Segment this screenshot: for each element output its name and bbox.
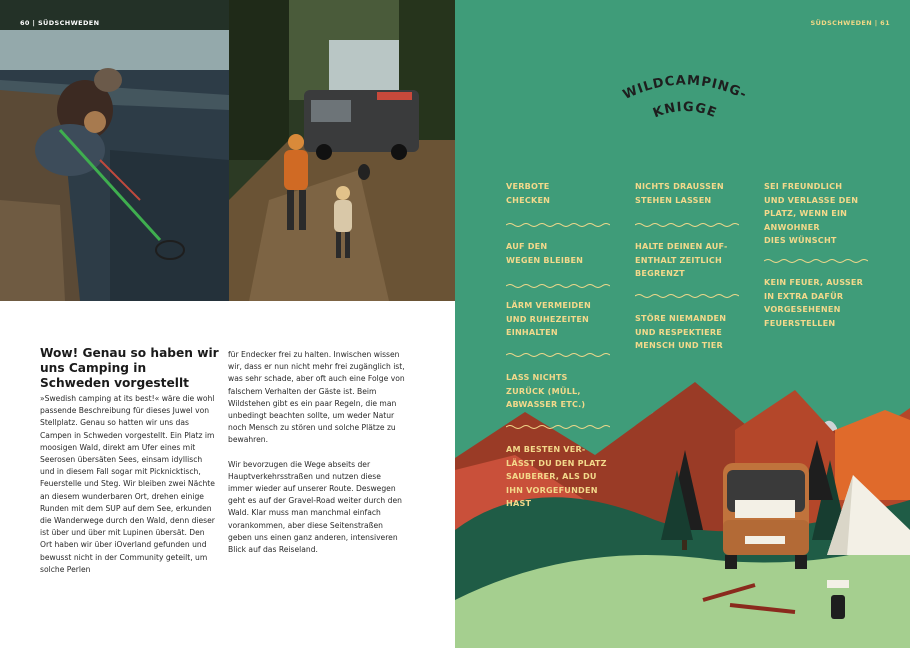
photo-forest-van xyxy=(229,0,455,301)
wave-divider xyxy=(635,222,739,228)
rule-item: AM BESTEN VER- LÄSST DU DEN PLATZ SAUBERER, ALS DU IHN VORGEFUNDEN HAST xyxy=(506,444,607,508)
wave-divider xyxy=(506,222,610,228)
rule-item: AUF DEN WEGEN BLEIBEN xyxy=(506,241,584,265)
paragraph: Wir bevorzugen die Wege abseits der Hauptverkehrsstraßen und nutzen diese immer wieder auf unserer Route. Deswegen geht es auf der Gravel-Road weiter durch den Wald. Klar muss man manchmal einfach vorankommen, aber diese Seitenstraßen geben uns einen ganz anderen, intensiveren Blick auf das Reiseland. xyxy=(228,459,402,555)
wave-divider xyxy=(635,293,739,299)
rule-item: STÖRE NIEMANDEN UND RESPEKTIERE MENSCH UND TIER xyxy=(635,313,727,350)
wave-divider xyxy=(764,258,868,264)
page-number-left: 60 | SÜDSCHWEDEN xyxy=(20,19,100,27)
rule-item: KEIN FEUER, AUSSER IN EXTRA DAFÜR VORGESEHENEN FEUERSTELLEN xyxy=(764,277,864,328)
right-page xyxy=(455,0,910,648)
rule-item: LASS NICHTS ZURÜCK (MÜLL, ABWASSER ETC.) xyxy=(506,372,586,409)
paragraph: »Swedish camping at its best!« wäre die wohl passende Beschreibung für dieses Juwel von Stellplatz. Genau so hatten wir uns das Campen in Schweden vorgestellt. Ein Platz im moosigen Wald, direkt am Ufer eines mit Seerosen übersäten Sees, einsam idyllisch und in diesem Fall sogar mit Picknicktisch, Feuerstelle und Steg. Wir bleiben zwei Nächte an diesem wunderbaren Ort, drehen einige Runden mit dem SUP auf dem See, erkunden die Wanderwege durch den Wald, denn dieser ist über und über mit Lupinen übersät. Den Ort haben wir über iOverland gefunden und bewusst nicht in der Community geteilt, um solche Perlen xyxy=(40,394,215,574)
title-line-1: WILDCAMPING- xyxy=(620,73,750,103)
section-title-arc xyxy=(610,62,760,142)
text-column-1 xyxy=(40,393,218,588)
title-line-2: KNIGGE xyxy=(651,99,719,122)
photo-lake-kids xyxy=(0,0,229,301)
page-number-right: SÜDSCHWEDEN | 61 xyxy=(810,19,890,27)
wave-divider xyxy=(506,283,610,289)
rule-item: VERBOTE CHECKEN xyxy=(506,181,551,205)
rule-item: NICHTS DRAUSSEN STEHEN LASSEN xyxy=(635,181,724,205)
svg-text:WILDCAMPING- xyxy=(621,73,750,102)
wave-divider xyxy=(506,352,610,358)
article-headline: Wow! Genau so haben wir uns Camping in Schweden vorgestellt xyxy=(40,346,219,390)
wave-divider xyxy=(506,424,610,430)
rule-item: LÄRM VERMEIDEN UND RUHEZEITEN EINHALTEN xyxy=(506,300,591,337)
paragraph: für Endecker frei zu halten. Inwischen wissen wir, dass er nun nicht mehr frei zugänglich ist, was sehr schade, aber oft auch eine Folge von falschem Verhalten der Gäste ist. Beim Wildstehen gibt es ein paar Regeln, die man unbedingt beachten sollte, um weder Natur noch Mensch zu stören und solche Plätze zu bewahren. xyxy=(228,350,405,445)
text-column-2 xyxy=(228,349,408,568)
rule-item: SEI FREUNDLICH UND VERLASSE DEN PLATZ, WENN EIN ANWOHNER DIES WÜNSCHT xyxy=(764,181,859,245)
svg-text:KNIGGE xyxy=(651,100,719,121)
rule-item: HALTE DEINEN AUF- ENTHALT ZEITLICH BEGRENZT xyxy=(635,241,728,278)
